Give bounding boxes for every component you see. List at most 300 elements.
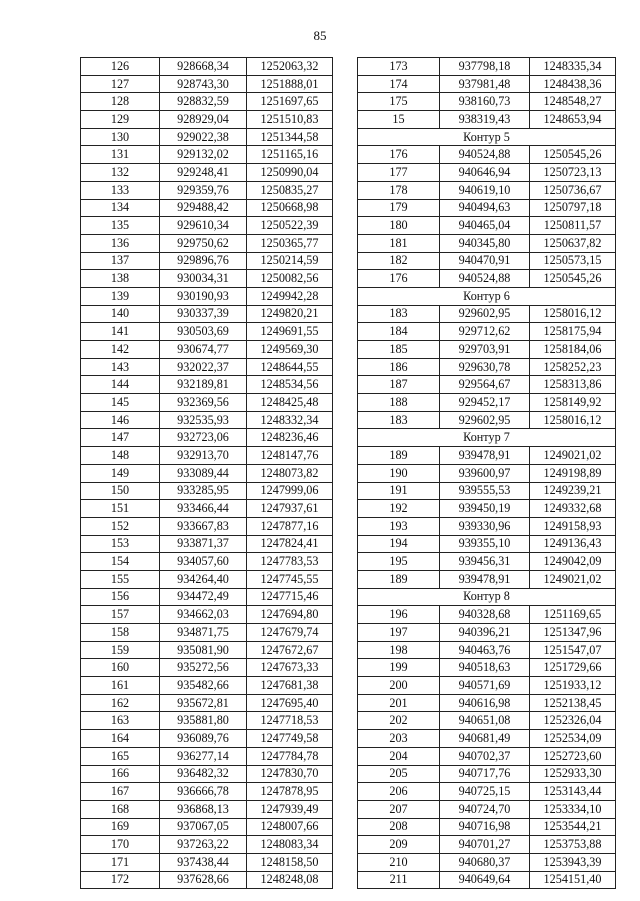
point-number-cell: 134 bbox=[81, 199, 160, 217]
point-number-cell: 210 bbox=[358, 853, 440, 871]
y-coordinate-cell: 1247749,58 bbox=[247, 730, 333, 748]
y-coordinate-cell: 1248236,46 bbox=[247, 429, 333, 447]
table-row bbox=[81, 217, 333, 235]
y-coordinate-cell: 1258149,92 bbox=[530, 394, 616, 412]
table-row bbox=[81, 482, 333, 500]
x-coordinate-cell: 929248,41 bbox=[160, 164, 247, 182]
point-number-cell: 188 bbox=[358, 394, 440, 412]
table-row bbox=[358, 181, 616, 199]
table-row bbox=[358, 517, 616, 535]
contour-label: Контур 6 bbox=[358, 287, 616, 305]
y-coordinate-cell: 1247672,67 bbox=[247, 641, 333, 659]
table-row bbox=[358, 570, 616, 588]
table-row bbox=[81, 624, 333, 642]
table-row bbox=[358, 836, 616, 854]
coordinates-table-right bbox=[357, 57, 616, 889]
y-coordinate-cell: 1247939,49 bbox=[247, 800, 333, 818]
point-number-cell: 209 bbox=[358, 836, 440, 854]
point-number-cell: 179 bbox=[358, 199, 440, 217]
table-row bbox=[358, 199, 616, 217]
x-coordinate-cell: 940646,94 bbox=[440, 164, 530, 182]
point-number-cell: 206 bbox=[358, 783, 440, 801]
table-row bbox=[81, 252, 333, 270]
point-number-cell: 182 bbox=[358, 252, 440, 270]
table-row bbox=[358, 58, 616, 76]
point-number-cell: 139 bbox=[81, 287, 160, 305]
point-number-cell: 201 bbox=[358, 694, 440, 712]
table-row bbox=[358, 447, 616, 465]
x-coordinate-cell: 929564,67 bbox=[440, 376, 530, 394]
x-coordinate-cell: 929602,95 bbox=[440, 411, 530, 429]
contour-label: Контур 5 bbox=[358, 128, 616, 146]
point-number-cell: 211 bbox=[358, 871, 440, 889]
point-number-cell: 150 bbox=[81, 482, 160, 500]
y-coordinate-cell: 1252723,60 bbox=[530, 747, 616, 765]
coordinates-table-left bbox=[80, 57, 333, 889]
y-coordinate-cell: 1248548,27 bbox=[530, 93, 616, 111]
y-coordinate-cell: 1247937,61 bbox=[247, 500, 333, 518]
x-coordinate-cell: 939478,91 bbox=[440, 447, 530, 465]
x-coordinate-cell: 928668,34 bbox=[160, 58, 247, 76]
point-number-cell: 194 bbox=[358, 535, 440, 553]
x-coordinate-cell: 929132,02 bbox=[160, 146, 247, 164]
x-coordinate-cell: 939478,91 bbox=[440, 570, 530, 588]
y-coordinate-cell: 1258016,12 bbox=[530, 411, 616, 429]
y-coordinate-cell: 1251697,65 bbox=[247, 93, 333, 111]
table-row bbox=[358, 853, 616, 871]
point-number-cell: 140 bbox=[81, 305, 160, 323]
table-row bbox=[81, 376, 333, 394]
point-number-cell: 178 bbox=[358, 181, 440, 199]
y-coordinate-cell: 1249158,93 bbox=[530, 517, 616, 535]
point-number-cell: 207 bbox=[358, 800, 440, 818]
y-coordinate-cell: 1251344,58 bbox=[247, 128, 333, 146]
table-row bbox=[81, 871, 333, 889]
x-coordinate-cell: 929712,62 bbox=[440, 323, 530, 341]
table-row bbox=[81, 270, 333, 288]
x-coordinate-cell: 937067,05 bbox=[160, 818, 247, 836]
table-row bbox=[358, 411, 616, 429]
point-number-cell: 197 bbox=[358, 624, 440, 642]
x-coordinate-cell: 937798,18 bbox=[440, 58, 530, 76]
point-number-cell: 129 bbox=[81, 111, 160, 129]
x-coordinate-cell: 937628,66 bbox=[160, 871, 247, 889]
x-coordinate-cell: 936868,13 bbox=[160, 800, 247, 818]
x-coordinate-cell: 929359,76 bbox=[160, 181, 247, 199]
point-number-cell: 202 bbox=[358, 712, 440, 730]
x-coordinate-cell: 936482,32 bbox=[160, 765, 247, 783]
y-coordinate-cell: 1247784,78 bbox=[247, 747, 333, 765]
point-number-cell: 128 bbox=[81, 93, 160, 111]
y-coordinate-cell: 1249332,68 bbox=[530, 500, 616, 518]
x-coordinate-cell: 933089,44 bbox=[160, 464, 247, 482]
table-row bbox=[81, 358, 333, 376]
point-number-cell: 173 bbox=[358, 58, 440, 76]
y-coordinate-cell: 1251729,66 bbox=[530, 659, 616, 677]
table-row bbox=[358, 358, 616, 376]
y-coordinate-cell: 1250723,13 bbox=[530, 164, 616, 182]
y-coordinate-cell: 1248147,76 bbox=[247, 447, 333, 465]
x-coordinate-cell: 937981,48 bbox=[440, 75, 530, 93]
table-row bbox=[81, 765, 333, 783]
point-number-cell: 183 bbox=[358, 305, 440, 323]
table-row bbox=[81, 447, 333, 465]
point-number-cell: 148 bbox=[81, 447, 160, 465]
x-coordinate-cell: 940524,88 bbox=[440, 146, 530, 164]
point-number-cell: 149 bbox=[81, 464, 160, 482]
x-coordinate-cell: 939555,53 bbox=[440, 482, 530, 500]
y-coordinate-cell: 1248534,56 bbox=[247, 376, 333, 394]
contour-header-row bbox=[358, 287, 616, 305]
point-number-cell: 190 bbox=[358, 464, 440, 482]
y-coordinate-cell: 1250573,15 bbox=[530, 252, 616, 270]
x-coordinate-cell: 933871,37 bbox=[160, 535, 247, 553]
table-row bbox=[358, 535, 616, 553]
table-row bbox=[81, 429, 333, 447]
table-row bbox=[81, 641, 333, 659]
x-coordinate-cell: 929022,38 bbox=[160, 128, 247, 146]
x-coordinate-cell: 939450,19 bbox=[440, 500, 530, 518]
x-coordinate-cell: 929896,76 bbox=[160, 252, 247, 270]
y-coordinate-cell: 1258313,86 bbox=[530, 376, 616, 394]
x-coordinate-cell: 932535,93 bbox=[160, 411, 247, 429]
x-coordinate-cell: 934662,03 bbox=[160, 606, 247, 624]
y-coordinate-cell: 1248158,50 bbox=[247, 853, 333, 871]
y-coordinate-cell: 1247695,40 bbox=[247, 694, 333, 712]
table-row bbox=[358, 871, 616, 889]
table-row bbox=[358, 482, 616, 500]
y-coordinate-cell: 1250082,56 bbox=[247, 270, 333, 288]
contour-header-row bbox=[358, 429, 616, 447]
point-number-cell: 191 bbox=[358, 482, 440, 500]
y-coordinate-cell: 1253753,88 bbox=[530, 836, 616, 854]
y-coordinate-cell: 1248335,34 bbox=[530, 58, 616, 76]
table-row bbox=[358, 146, 616, 164]
x-coordinate-cell: 929602,95 bbox=[440, 305, 530, 323]
y-coordinate-cell: 1252063,32 bbox=[247, 58, 333, 76]
table-row bbox=[358, 164, 616, 182]
x-coordinate-cell: 935672,81 bbox=[160, 694, 247, 712]
y-coordinate-cell: 1248073,82 bbox=[247, 464, 333, 482]
x-coordinate-cell: 936666,78 bbox=[160, 783, 247, 801]
x-coordinate-cell: 935482,66 bbox=[160, 677, 247, 695]
table-row bbox=[81, 712, 333, 730]
table-row bbox=[81, 588, 333, 606]
y-coordinate-cell: 1247745,55 bbox=[247, 570, 333, 588]
point-number-cell: 127 bbox=[81, 75, 160, 93]
page-number: 85 bbox=[313, 28, 327, 43]
table-row bbox=[81, 111, 333, 129]
table-row bbox=[358, 376, 616, 394]
point-number-cell: 152 bbox=[81, 517, 160, 535]
x-coordinate-cell: 929488,42 bbox=[160, 199, 247, 217]
point-number-cell: 126 bbox=[81, 58, 160, 76]
x-coordinate-cell: 928929,04 bbox=[160, 111, 247, 129]
point-number-cell: 189 bbox=[358, 570, 440, 588]
point-number-cell: 160 bbox=[81, 659, 160, 677]
table-row bbox=[81, 535, 333, 553]
y-coordinate-cell: 1249136,43 bbox=[530, 535, 616, 553]
y-coordinate-cell: 1249942,28 bbox=[247, 287, 333, 305]
x-coordinate-cell: 934264,40 bbox=[160, 570, 247, 588]
x-coordinate-cell: 939330,96 bbox=[440, 517, 530, 535]
y-coordinate-cell: 1253544,21 bbox=[530, 818, 616, 836]
point-number-cell: 157 bbox=[81, 606, 160, 624]
point-number-cell: 186 bbox=[358, 358, 440, 376]
y-coordinate-cell: 1251169,65 bbox=[530, 606, 616, 624]
table-row bbox=[358, 305, 616, 323]
table-row bbox=[358, 800, 616, 818]
x-coordinate-cell: 935081,90 bbox=[160, 641, 247, 659]
point-number-cell: 159 bbox=[81, 641, 160, 659]
x-coordinate-cell: 939355,10 bbox=[440, 535, 530, 553]
y-coordinate-cell: 1258252,23 bbox=[530, 358, 616, 376]
point-number-cell: 169 bbox=[81, 818, 160, 836]
point-number-cell: 162 bbox=[81, 694, 160, 712]
x-coordinate-cell: 940465,04 bbox=[440, 217, 530, 235]
y-coordinate-cell: 1247830,70 bbox=[247, 765, 333, 783]
table-row bbox=[81, 199, 333, 217]
y-coordinate-cell: 1258175,94 bbox=[530, 323, 616, 341]
table-row bbox=[81, 570, 333, 588]
x-coordinate-cell: 940725,15 bbox=[440, 783, 530, 801]
table-row bbox=[358, 464, 616, 482]
table-row bbox=[81, 677, 333, 695]
y-coordinate-cell: 1247673,33 bbox=[247, 659, 333, 677]
y-coordinate-cell: 1250637,82 bbox=[530, 234, 616, 252]
x-coordinate-cell: 940463,76 bbox=[440, 641, 530, 659]
x-coordinate-cell: 940571,69 bbox=[440, 677, 530, 695]
y-coordinate-cell: 1258184,06 bbox=[530, 341, 616, 359]
point-number-cell: 153 bbox=[81, 535, 160, 553]
table-row bbox=[81, 694, 333, 712]
point-number-cell: 167 bbox=[81, 783, 160, 801]
table-row bbox=[358, 270, 616, 288]
table-row bbox=[81, 93, 333, 111]
table-row bbox=[81, 287, 333, 305]
table-row bbox=[81, 394, 333, 412]
x-coordinate-cell: 937263,22 bbox=[160, 836, 247, 854]
table-row bbox=[358, 624, 616, 642]
y-coordinate-cell: 1251165,16 bbox=[247, 146, 333, 164]
point-number-cell: 203 bbox=[358, 730, 440, 748]
point-number-cell: 147 bbox=[81, 429, 160, 447]
point-number-cell: 151 bbox=[81, 500, 160, 518]
y-coordinate-cell: 1249042,09 bbox=[530, 553, 616, 571]
table-row bbox=[81, 305, 333, 323]
table-row bbox=[358, 341, 616, 359]
y-coordinate-cell: 1247718,53 bbox=[247, 712, 333, 730]
table-row bbox=[358, 93, 616, 111]
table-row bbox=[358, 234, 616, 252]
y-coordinate-cell: 1247715,46 bbox=[247, 588, 333, 606]
x-coordinate-cell: 940649,64 bbox=[440, 871, 530, 889]
x-coordinate-cell: 940470,91 bbox=[440, 252, 530, 270]
point-number-cell: 174 bbox=[358, 75, 440, 93]
point-number-cell: 163 bbox=[81, 712, 160, 730]
y-coordinate-cell: 1251933,12 bbox=[530, 677, 616, 695]
y-coordinate-cell: 1251547,07 bbox=[530, 641, 616, 659]
point-number-cell: 154 bbox=[81, 553, 160, 571]
x-coordinate-cell: 929630,78 bbox=[440, 358, 530, 376]
point-number-cell: 161 bbox=[81, 677, 160, 695]
table-row bbox=[81, 341, 333, 359]
y-coordinate-cell: 1251888,01 bbox=[247, 75, 333, 93]
y-coordinate-cell: 1250811,57 bbox=[530, 217, 616, 235]
x-coordinate-cell: 939600,97 bbox=[440, 464, 530, 482]
x-coordinate-cell: 935881,80 bbox=[160, 712, 247, 730]
x-coordinate-cell: 938160,73 bbox=[440, 93, 530, 111]
y-coordinate-cell: 1248644,55 bbox=[247, 358, 333, 376]
y-coordinate-cell: 1252933,30 bbox=[530, 765, 616, 783]
table-row bbox=[358, 111, 616, 129]
contour-header-row bbox=[358, 588, 616, 606]
x-coordinate-cell: 940396,21 bbox=[440, 624, 530, 642]
y-coordinate-cell: 1247694,80 bbox=[247, 606, 333, 624]
point-number-cell: 137 bbox=[81, 252, 160, 270]
y-coordinate-cell: 1248332,34 bbox=[247, 411, 333, 429]
point-number-cell: 158 bbox=[81, 624, 160, 642]
table-row bbox=[81, 730, 333, 748]
point-number-cell: 132 bbox=[81, 164, 160, 182]
y-coordinate-cell: 1248083,34 bbox=[247, 836, 333, 854]
table-row bbox=[358, 783, 616, 801]
point-number-cell: 196 bbox=[358, 606, 440, 624]
contour-label: Контур 7 bbox=[358, 429, 616, 447]
y-coordinate-cell: 1250736,67 bbox=[530, 181, 616, 199]
table-row bbox=[81, 411, 333, 429]
point-number-cell: 164 bbox=[81, 730, 160, 748]
point-number-cell: 205 bbox=[358, 765, 440, 783]
point-number-cell: 135 bbox=[81, 217, 160, 235]
table-row bbox=[81, 659, 333, 677]
y-coordinate-cell: 1252534,09 bbox=[530, 730, 616, 748]
y-coordinate-cell: 1253334,10 bbox=[530, 800, 616, 818]
point-number-cell: 180 bbox=[358, 217, 440, 235]
table-row bbox=[81, 500, 333, 518]
x-coordinate-cell: 930674,77 bbox=[160, 341, 247, 359]
y-coordinate-cell: 1251510,83 bbox=[247, 111, 333, 129]
table-row bbox=[358, 641, 616, 659]
point-number-cell: 208 bbox=[358, 818, 440, 836]
x-coordinate-cell: 932189,81 bbox=[160, 376, 247, 394]
y-coordinate-cell: 1253143,44 bbox=[530, 783, 616, 801]
point-number-cell: 189 bbox=[358, 447, 440, 465]
y-coordinate-cell: 1253943,39 bbox=[530, 853, 616, 871]
y-coordinate-cell: 1250522,39 bbox=[247, 217, 333, 235]
table-row bbox=[81, 836, 333, 854]
table-row bbox=[358, 677, 616, 695]
table-row bbox=[81, 800, 333, 818]
y-coordinate-cell: 1247999,06 bbox=[247, 482, 333, 500]
point-number-cell: 166 bbox=[81, 765, 160, 783]
x-coordinate-cell: 930034,31 bbox=[160, 270, 247, 288]
x-coordinate-cell: 938319,43 bbox=[440, 111, 530, 129]
x-coordinate-cell: 932913,70 bbox=[160, 447, 247, 465]
point-number-cell: 176 bbox=[358, 270, 440, 288]
table-row bbox=[358, 217, 616, 235]
table-row bbox=[81, 75, 333, 93]
y-coordinate-cell: 1249021,02 bbox=[530, 570, 616, 588]
y-coordinate-cell: 1252326,04 bbox=[530, 712, 616, 730]
table-row bbox=[81, 783, 333, 801]
x-coordinate-cell: 934871,75 bbox=[160, 624, 247, 642]
x-coordinate-cell: 929610,34 bbox=[160, 217, 247, 235]
x-coordinate-cell: 940345,80 bbox=[440, 234, 530, 252]
y-coordinate-cell: 1248248,08 bbox=[247, 871, 333, 889]
table-row bbox=[81, 181, 333, 199]
y-coordinate-cell: 1250835,27 bbox=[247, 181, 333, 199]
x-coordinate-cell: 932022,37 bbox=[160, 358, 247, 376]
point-number-cell: 192 bbox=[358, 500, 440, 518]
x-coordinate-cell: 939456,31 bbox=[440, 553, 530, 571]
point-number-cell: 171 bbox=[81, 853, 160, 871]
point-number-cell: 136 bbox=[81, 234, 160, 252]
point-number-cell: 131 bbox=[81, 146, 160, 164]
point-number-cell: 133 bbox=[81, 181, 160, 199]
y-coordinate-cell: 1247824,41 bbox=[247, 535, 333, 553]
x-coordinate-cell: 940524,88 bbox=[440, 270, 530, 288]
point-number-cell: 156 bbox=[81, 588, 160, 606]
y-coordinate-cell: 1248425,48 bbox=[247, 394, 333, 412]
table-row bbox=[358, 694, 616, 712]
y-coordinate-cell: 1247681,38 bbox=[247, 677, 333, 695]
x-coordinate-cell: 940681,49 bbox=[440, 730, 530, 748]
y-coordinate-cell: 1250990,04 bbox=[247, 164, 333, 182]
point-number-cell: 165 bbox=[81, 747, 160, 765]
y-coordinate-cell: 1250545,26 bbox=[530, 146, 616, 164]
table-row bbox=[81, 818, 333, 836]
table-row bbox=[81, 747, 333, 765]
point-number-cell: 175 bbox=[358, 93, 440, 111]
x-coordinate-cell: 940518,63 bbox=[440, 659, 530, 677]
table-row bbox=[81, 128, 333, 146]
table-row bbox=[358, 323, 616, 341]
x-coordinate-cell: 940619,10 bbox=[440, 181, 530, 199]
y-coordinate-cell: 1249569,30 bbox=[247, 341, 333, 359]
y-coordinate-cell: 1258016,12 bbox=[530, 305, 616, 323]
x-coordinate-cell: 940716,98 bbox=[440, 818, 530, 836]
table-row bbox=[81, 323, 333, 341]
table-row bbox=[81, 553, 333, 571]
y-coordinate-cell: 1248438,36 bbox=[530, 75, 616, 93]
x-coordinate-cell: 940494,63 bbox=[440, 199, 530, 217]
y-coordinate-cell: 1249691,55 bbox=[247, 323, 333, 341]
x-coordinate-cell: 928743,30 bbox=[160, 75, 247, 93]
table-row bbox=[81, 853, 333, 871]
table-row bbox=[81, 58, 333, 76]
y-coordinate-cell: 1252138,45 bbox=[530, 694, 616, 712]
y-coordinate-cell: 1250214,59 bbox=[247, 252, 333, 270]
y-coordinate-cell: 1249198,89 bbox=[530, 464, 616, 482]
table-row bbox=[81, 606, 333, 624]
point-number-cell: 155 bbox=[81, 570, 160, 588]
x-coordinate-cell: 930503,69 bbox=[160, 323, 247, 341]
x-coordinate-cell: 928832,59 bbox=[160, 93, 247, 111]
y-coordinate-cell: 1250545,26 bbox=[530, 270, 616, 288]
table-row bbox=[358, 659, 616, 677]
point-number-cell: 187 bbox=[358, 376, 440, 394]
y-coordinate-cell: 1249021,02 bbox=[530, 447, 616, 465]
x-coordinate-cell: 934472,49 bbox=[160, 588, 247, 606]
table-row bbox=[81, 517, 333, 535]
x-coordinate-cell: 929750,62 bbox=[160, 234, 247, 252]
table-row bbox=[81, 464, 333, 482]
y-coordinate-cell: 1247878,95 bbox=[247, 783, 333, 801]
point-number-cell: 142 bbox=[81, 341, 160, 359]
table-row bbox=[358, 500, 616, 518]
x-coordinate-cell: 940328,68 bbox=[440, 606, 530, 624]
